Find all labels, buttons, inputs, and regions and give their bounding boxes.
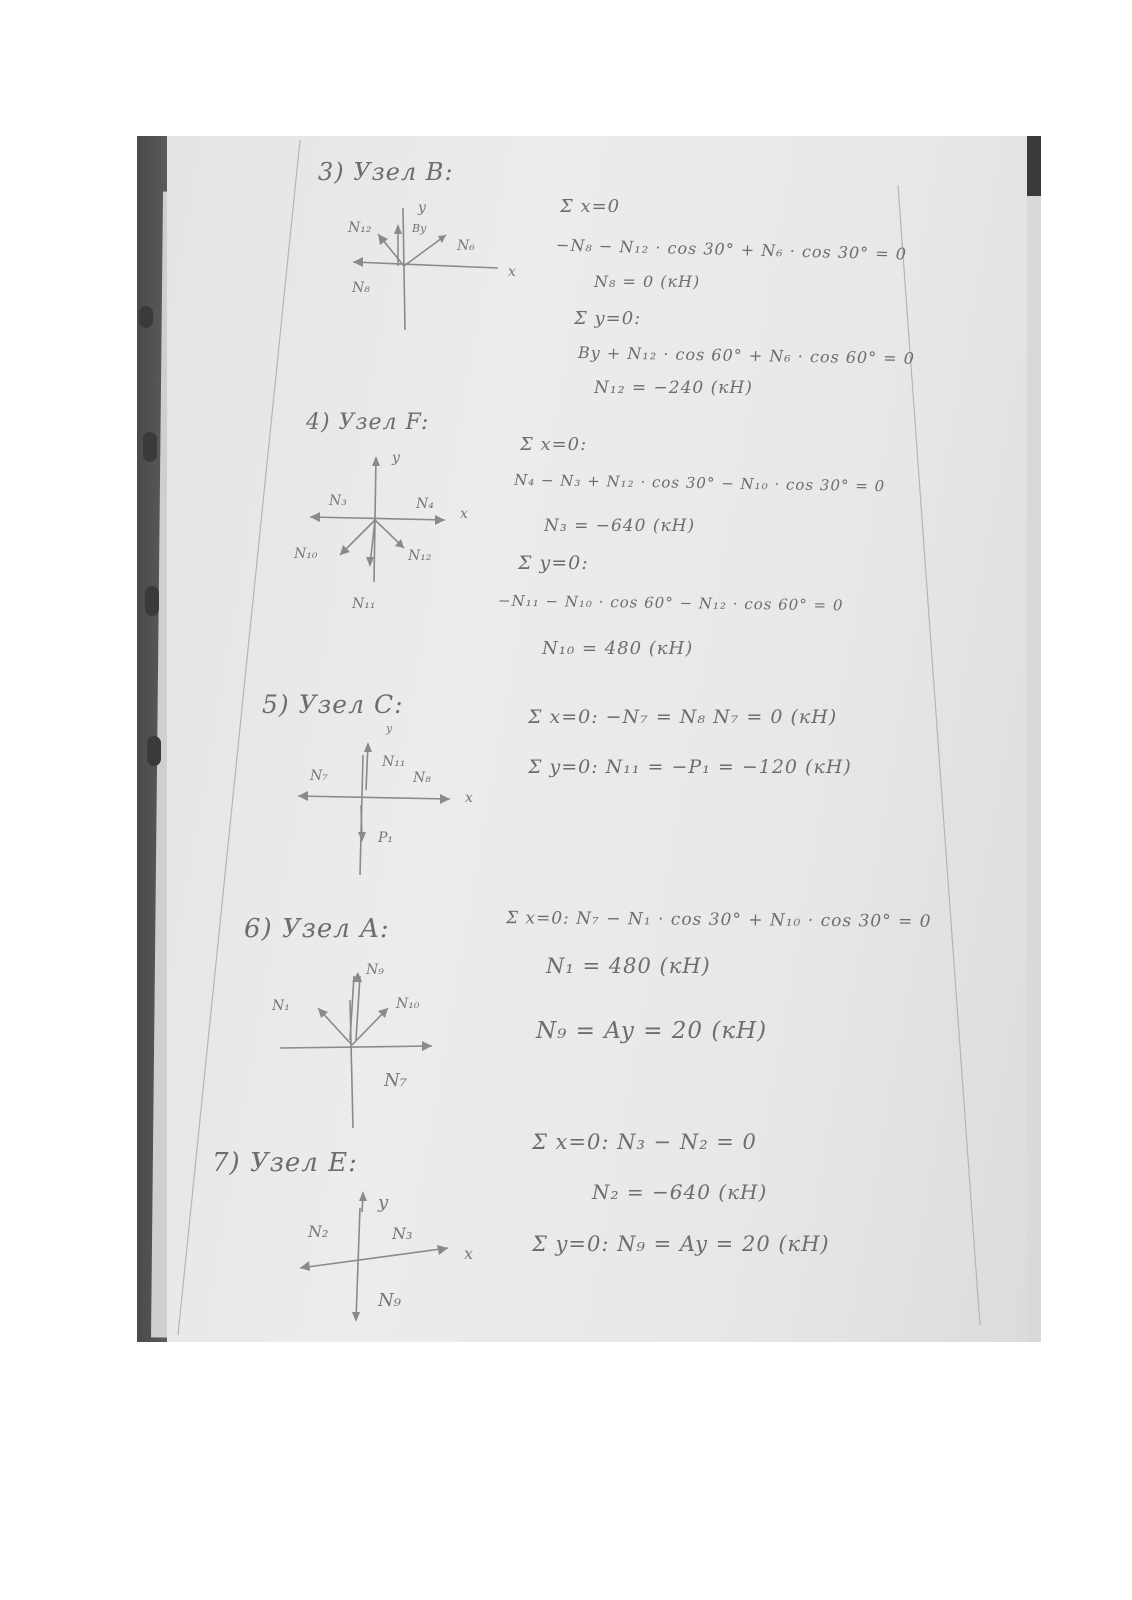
label-y: y [418, 200, 426, 216]
label-x: x [465, 790, 473, 806]
label-n3: N₃ [329, 493, 347, 509]
label-n6: N₆ [457, 238, 475, 254]
label-n12: N₁₂ [348, 220, 372, 236]
label-by: Bу [412, 222, 427, 235]
equation-line: Σ x=0: N₃ − N₂ = 0 [532, 1130, 757, 1154]
label-n2: N₂ [308, 1222, 329, 1241]
label-n1: N₁ [272, 998, 290, 1014]
equation-line: Σ x=0: [520, 434, 588, 455]
label-p1: P₁ [378, 830, 394, 846]
label-n7: N₇ [310, 768, 328, 784]
section-heading: 5) Узел C: [262, 690, 404, 719]
label-n7: N₇ [384, 1070, 407, 1091]
equation-line: −N₁₁ − N₁₀ · cos 60° − N₁₂ · cos 60° = 0 [497, 591, 844, 615]
equation-line: N₄ − N₃ + N₁₂ · cos 30° − N₁₀ · cos 30° = 0 [513, 470, 886, 496]
label-y: y [378, 1192, 389, 1213]
equation-line: N₁₂ = −240 (кН) [594, 378, 753, 398]
label-x: x [508, 264, 516, 280]
label-n10: N₁₀ [396, 996, 420, 1012]
section-heading: 6) Узел A: [244, 914, 390, 944]
equation-line: −N₈ − N₁₂ · cos 30° + N₆ · cos 30° = 0 [555, 235, 908, 264]
equation-line: N₂ = −640 (кН) [592, 1180, 768, 1204]
section-heading: 7) Узел E: [212, 1148, 358, 1178]
equation-line: Σ x=0: −N₇ = N₈ N₇ = 0 (кН) [528, 706, 838, 728]
equation-line: Σ x=0 [560, 196, 621, 217]
label-n10: N₁₀ [294, 546, 318, 562]
label-n9: N₉ [366, 962, 384, 978]
label-n4: N₄ [416, 496, 434, 512]
label-y: y [386, 722, 393, 735]
equation-line: Σ y=0: [574, 308, 642, 329]
equation-line: N₁₀ = 480 (кН) [542, 638, 694, 659]
label-x: x [460, 506, 468, 522]
label-y: y [392, 450, 400, 466]
label-n3: N₃ [392, 1224, 413, 1243]
section-heading: 4) Узел F: [306, 410, 430, 435]
equation-line: Σ y=0: N₁₁ = −P₁ = −120 (кН) [528, 756, 852, 778]
label-n8: N₈ [352, 280, 370, 296]
equation-line: N₁ = 480 (кН) [546, 954, 711, 978]
equation-line: Σ y=0: [518, 552, 589, 574]
label-x: x [464, 1244, 474, 1263]
equation-line: Σ y=0: N₉ = Ay = 20 (кН) [532, 1232, 830, 1256]
section-heading: 3) Узел B: [318, 158, 454, 186]
label-n11: N₁₁ [382, 754, 406, 770]
equation-line: N₃ = −640 (кН) [544, 516, 696, 536]
label-n11: N₁₁ [352, 596, 376, 612]
label-n12: N₁₂ [408, 548, 432, 564]
equation-line: By + N₁₂ · cos 60° + N₆ · cos 60° = 0 [577, 343, 916, 368]
label-n9: N₉ [378, 1290, 401, 1311]
equation-line: N₈ = 0 (кН) [594, 272, 701, 291]
equation-line: N₉ = Ay = 20 (кН) [536, 1018, 768, 1044]
equation-line: Σ x=0: N₇ − N₁ · cos 30° + N₁₀ · cos 30° = 0 [505, 908, 932, 932]
label-n8: N₈ [413, 770, 431, 786]
